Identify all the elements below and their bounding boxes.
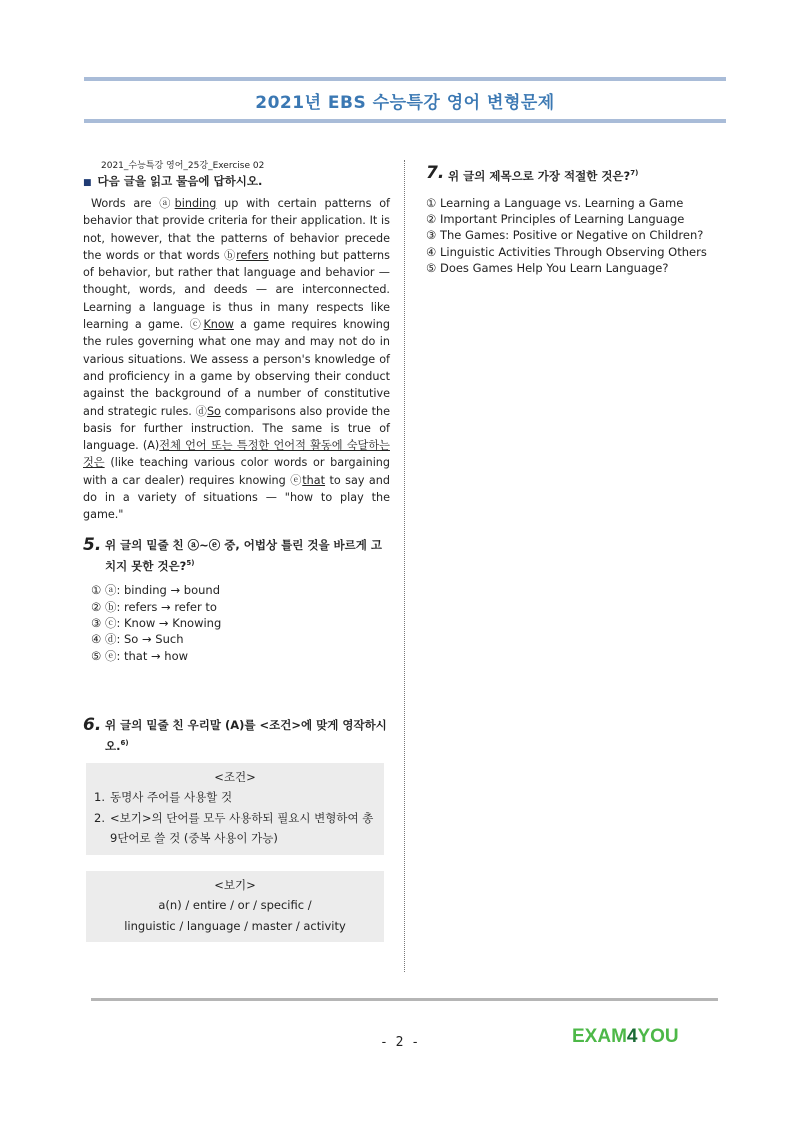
option-4[interactable]: ④ ⓓ: So → Such <box>91 632 184 647</box>
source-label: 2021_수능특강 영어_25강_Exercise 02 <box>101 161 265 171</box>
option-3[interactable]: ③ The Games: Positive or Negative on Children? <box>426 228 704 243</box>
mark-b: ⓑ <box>224 248 237 262</box>
option-3[interactable]: ③ ⓒ: Know → Knowing <box>91 616 222 631</box>
condition-item <box>94 787 376 808</box>
footnote-ref: 7) <box>630 169 639 177</box>
conditions-box <box>86 763 384 855</box>
header-bottom-rule <box>84 119 726 123</box>
condition-text: 동명사 주어를 사용할 것 <box>110 790 233 805</box>
underlined-word-d: So <box>206 404 221 418</box>
bogi-title: <보기> <box>214 877 256 892</box>
underlined-word-e: that <box>302 473 326 487</box>
passage-text: Words are <box>91 197 160 210</box>
underlined-word-b: refers <box>236 248 269 262</box>
footnote-ref: 6) <box>120 738 129 747</box>
passage-text: up with certain patterns of behavior that provide criteria for their application. It is not, however, that the patterns of behavior precede the words or that words <box>83 197 390 262</box>
condition-number: 2. <box>94 810 105 825</box>
option-5[interactable]: ⑤ Does Games Help You Learn Language? <box>426 261 669 276</box>
question-5 <box>83 536 390 575</box>
question-text <box>105 716 390 755</box>
footer-rule <box>91 998 718 1001</box>
option-2[interactable]: ② ⓑ: refers → refer to <box>91 599 217 614</box>
logo-part: EXAM <box>572 1026 627 1047</box>
option-1[interactable]: ① ⓐ: binding → bound <box>91 583 221 598</box>
left-column <box>83 160 390 942</box>
underlined-word-c: Know <box>203 318 234 332</box>
conditions-title: <조건> <box>214 769 256 784</box>
condition-number: 1. <box>94 790 105 805</box>
question-5-prompt: 위 글의 밑줄 친 ⓐ~ⓔ 중, 어법상 틀린 것을 바르게 고치지 못한 것은? <box>105 537 383 573</box>
passage-text: a game requires knowing the rules governing what one may and may not do in various situations. We assess a person's knowledge of and proficiency in a game by observing their conduct against the background of a number of constitutive and strategic rules. <box>83 318 390 418</box>
reading-passage <box>83 195 390 524</box>
mark-c: ⓒ <box>189 318 204 332</box>
condition-text: <보기>의 단어를 모두 사용하되 필요시 변형하여 총 9단어로 쓸 것 (중복 사용이 가능) <box>110 810 374 846</box>
logo-part: 4 <box>626 1026 638 1047</box>
mark-d: ⓓ <box>195 404 207 418</box>
question-7 <box>426 164 716 185</box>
option-4[interactable]: ④ Linguistic Activities Through Observing Others <box>426 244 707 259</box>
bogi-words-line-2: linguistic / language / master / activity <box>124 918 346 933</box>
condition-item <box>94 808 376 849</box>
question-text <box>105 536 390 575</box>
bogi-words-line-1: a(n) / entire / or / specific / <box>158 898 312 913</box>
mark-e: ⓔ <box>290 473 303 487</box>
passage-text: (like teaching various color words or bargaining with a car dealer) requires knowing <box>83 456 390 487</box>
passage-text: nothing but patterns of behavior, but rather that language and behavior — thought, words, and deeds — are interconnected. Learning a language is thus in many respects like learning a game. <box>83 248 390 332</box>
passage-text: comparisons also provide the basis for further instruction. The same is true of language. (A) <box>83 404 390 453</box>
page-number: - 2 - <box>380 1035 420 1050</box>
column-divider <box>404 160 405 972</box>
question-5-options <box>83 582 390 663</box>
bogi-box <box>86 871 384 943</box>
footnote-ref: 5) <box>186 558 195 567</box>
square-bullet-icon: ■ <box>83 178 92 188</box>
mark-a: ⓐ <box>159 197 175 210</box>
option-5[interactable]: ⑤ ⓔ: that → how <box>91 648 189 663</box>
question-7-prompt: 위 글의 제목으로 가장 적절한 것은? <box>448 168 631 183</box>
instruction <box>83 173 390 191</box>
question-6-prompt: 위 글의 밑줄 친 우리말 (A)를 <조건>에 맞게 영작하시오. <box>105 717 387 753</box>
passage-text: to say and do in a variety of situations — "how to play the game." <box>83 473 390 522</box>
question-7-options <box>426 195 716 276</box>
question-number: 7. <box>426 163 445 183</box>
logo-part: YOU <box>637 1026 679 1047</box>
instruction-text: 다음 글을 읽고 물음에 답하시오. <box>97 174 263 188</box>
right-column <box>426 160 716 276</box>
option-1[interactable]: ① Learning a Language vs. Learning a Game <box>426 195 684 210</box>
option-2[interactable]: ② Important Principles of Learning Language <box>426 212 685 227</box>
header-top-rule <box>84 77 726 81</box>
question-number: 5. <box>83 534 102 555</box>
question-text <box>448 164 638 185</box>
question-6 <box>83 716 390 755</box>
question-number: 6. <box>83 714 102 735</box>
underlined-korean-a: 전체 언어 또는 특정한 언어적 활동에 숙달하는 것은 <box>83 439 390 470</box>
page-title: 2021년 EBS 수능특강 영어 변형문제 <box>255 93 555 113</box>
underlined-word-a: binding <box>174 197 217 210</box>
exam4you-logo <box>572 1026 679 1048</box>
